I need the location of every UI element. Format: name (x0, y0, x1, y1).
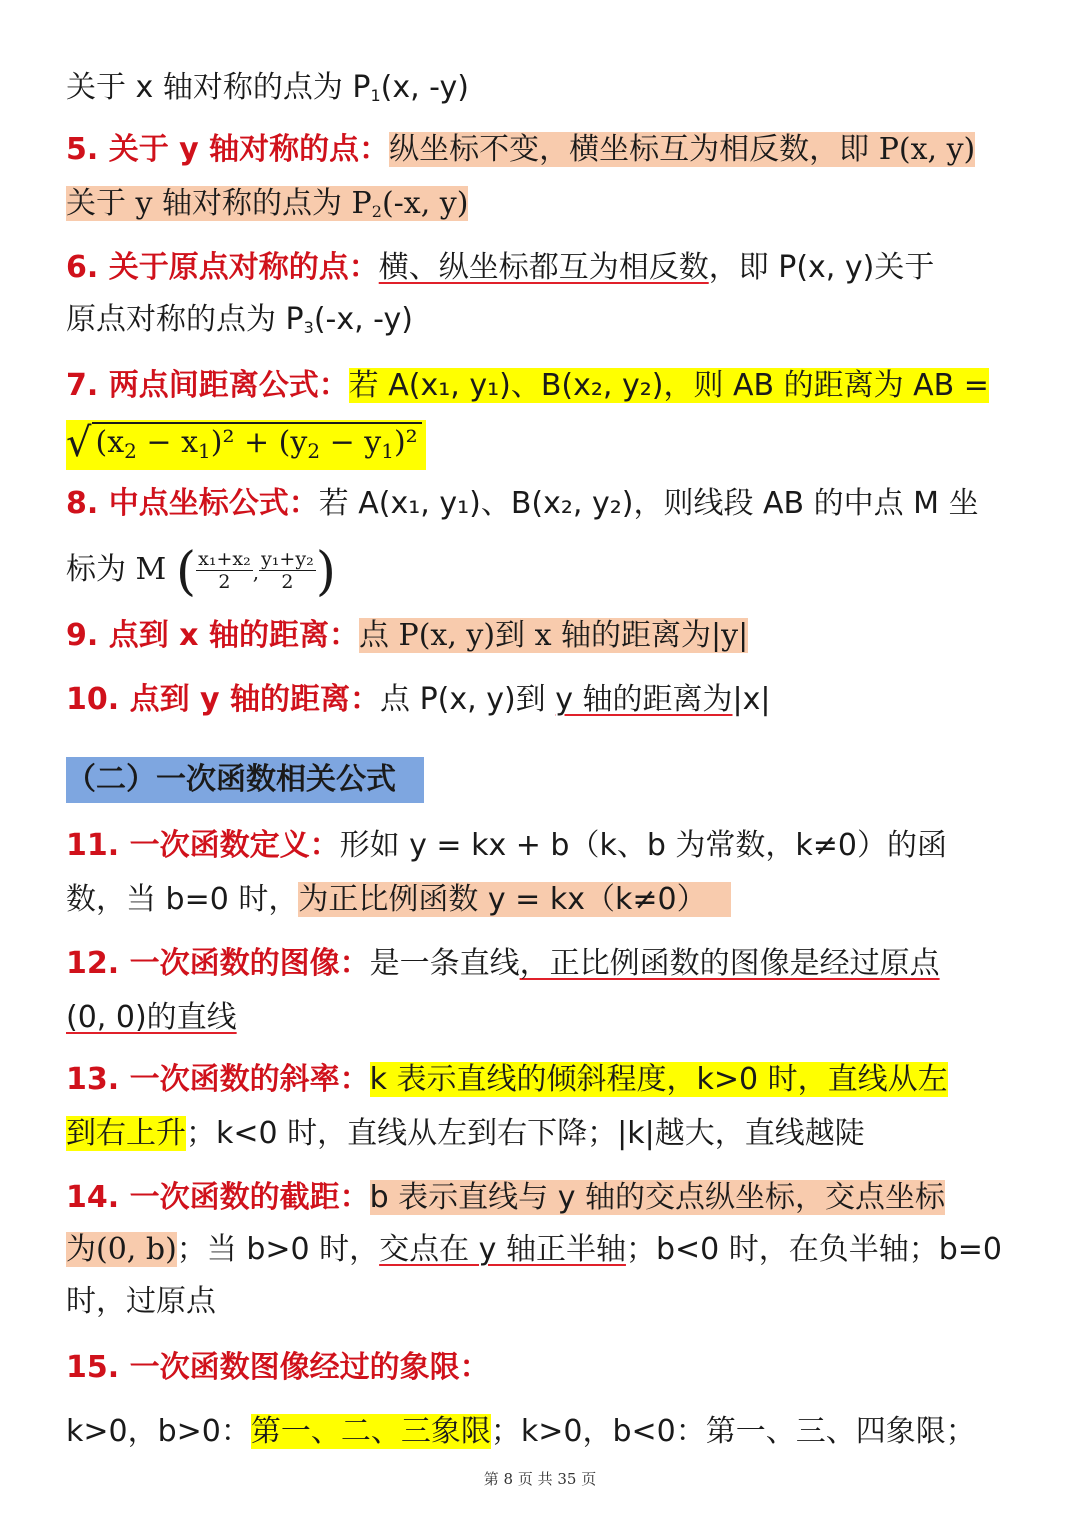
item-13-highlight-2: 到右上升 (66, 1116, 186, 1151)
item-9-line (66, 614, 748, 658)
text: ；当 b>0 时， (176, 1232, 380, 1267)
item-14-heading: 14. 一次函数的截距： (66, 1180, 370, 1215)
item-8-line-1 (66, 482, 979, 526)
text: 若 A(x₁, y₁)、B(x₂, y₂)，则线段 AB 的中点 M 坐 (318, 486, 979, 521)
fraction-y (259, 548, 316, 593)
subscript: 2 (371, 202, 382, 221)
item-8-heading: 8. 中点坐标公式： (66, 486, 319, 521)
section-title: （二）一次函数相关公式 (66, 762, 396, 797)
text: 数，当 b=0 时， (66, 882, 299, 917)
item-5-line-1 (66, 128, 975, 172)
right-paren: ) (315, 542, 336, 602)
item-15-line-2 (66, 1410, 976, 1454)
item-15-line-1 (66, 1346, 490, 1390)
item-11-highlight: 为正比例函数 y = kx（k≠0） (298, 882, 730, 917)
item-6-heading: 6. 关于原点对称的点： (66, 250, 379, 285)
item-7-line-1 (66, 364, 989, 408)
text: 原点对称的点为 P (66, 302, 304, 337)
item-12-underlined-2: (0, 0)的直线 (66, 1000, 237, 1035)
text: k>0，b>0： (66, 1414, 251, 1449)
sqrt-symbol: √ (66, 420, 92, 466)
item-15-heading: 15. 一次函数图像经过的象限： (66, 1350, 490, 1385)
item-14-highlight: b 表示直线与 y 轴的交点纵坐标，交点坐标 (369, 1180, 945, 1215)
item-13-highlight: k 表示直线的倾斜程度，k>0 时，直线从左 (369, 1062, 948, 1097)
item-14-line-3 (66, 1280, 216, 1324)
comma: , (252, 560, 260, 584)
subscript: 3 (303, 318, 314, 337)
item-9-highlight: 点 P(x, y)到 x 轴的距离为|y| (358, 618, 749, 653)
text: |x| (732, 682, 771, 717)
item-10-heading: 10. 点到 y 轴的距离： (66, 682, 381, 717)
text: 标为 M (66, 552, 167, 587)
item-5-heading: 5. 关于 y 轴对称的点： (66, 132, 390, 167)
subscript: 1 (370, 86, 381, 105)
item-12-line-2 (66, 996, 237, 1040)
item-11-line-1 (66, 824, 947, 868)
text: 关于 y 轴对称的点为 P (66, 186, 372, 221)
item-11-line-2 (66, 878, 731, 922)
section-heading (66, 757, 424, 803)
text: − y (320, 425, 382, 460)
item-14-underlined: 交点在 y 轴正半轴 (379, 1232, 626, 1267)
text: ；b<0 时，在负半轴；b=0 (625, 1232, 1003, 1267)
item-6-underlined: 横、纵坐标都互为相反数 (378, 250, 709, 285)
text: 形如 y = kx + b（k、b 为常数，k≠0）的函 (339, 828, 948, 863)
line-symmetric-x-result (66, 66, 469, 110)
subscript: 1 (381, 439, 394, 463)
item-13-line-2 (66, 1112, 865, 1156)
item-8-line-2 (66, 540, 336, 600)
item-12-underlined: ，正比例函数的图像是经过原点 (519, 946, 940, 981)
text: )² (393, 425, 418, 460)
denominator: 2 (281, 571, 294, 593)
text: 关于 x 轴对称的点为 P (66, 70, 371, 105)
item-7-heading: 7. 两点间距离公式： (66, 368, 349, 403)
text: )² + (y (210, 425, 308, 460)
text: 时，过原点 (66, 1284, 216, 1319)
item-14-line-1 (66, 1176, 945, 1220)
item-7-highlight: 若 A(x₁, y₁)、B(x₂, y₂)，则 AB 的距离为 AB = (348, 368, 989, 403)
text: (x (95, 425, 125, 460)
item-6-line-2 (66, 298, 413, 342)
item-5-highlight-2 (66, 186, 468, 221)
item-14-line-2 (66, 1228, 1002, 1272)
text: − x (136, 425, 198, 460)
text: ，即 P(x, y)关于 (708, 250, 935, 285)
item-6-line-1 (66, 246, 934, 290)
item-10-underlined: y 轴的距离为 (555, 682, 733, 717)
item-5-highlight: 纵坐标不变，横坐标互为相反数，即 P(x, y) (389, 132, 976, 167)
item-5-line-2 (66, 182, 468, 226)
item-13-line-1 (66, 1058, 948, 1102)
radicand (92, 422, 422, 470)
text: (-x, -y) (313, 302, 413, 337)
subscript: 2 (124, 439, 137, 463)
denominator: 2 (218, 571, 231, 593)
left-paren: ( (175, 542, 197, 602)
item-14-highlight-2: 为(0, b) (66, 1232, 177, 1267)
text: (x, -y) (380, 70, 469, 105)
item-9-heading: 9. 点到 x 轴的距离： (66, 618, 359, 653)
page-number-footer: 第 8 页 共 35 页 (483, 1470, 597, 1488)
subscript: 1 (198, 439, 211, 463)
item-11-heading: 11. 一次函数定义： (66, 828, 340, 863)
item-7-formula (66, 420, 426, 466)
numerator: y₁+y₂ (261, 548, 314, 570)
text: (-x, y) (381, 186, 469, 221)
text: 点 P(x, y)到 (380, 682, 556, 717)
item-12-line-1 (66, 942, 940, 986)
item-13-heading: 13. 一次函数的斜率： (66, 1062, 370, 1097)
text: ；k>0，b<0：第一、三、四象限； (490, 1414, 976, 1449)
item-10-line (66, 678, 770, 722)
subscript: 2 (307, 439, 321, 463)
item-15-highlight: 第一、二、三象限 (250, 1414, 491, 1449)
text: ；k<0 时，直线从左到右下降；|k|越大，直线越陡 (186, 1116, 865, 1151)
item-12-heading: 12. 一次函数的图像： (66, 946, 370, 981)
distance-formula (66, 420, 426, 470)
numerator: x₁+x₂ (198, 548, 251, 570)
text: 是一条直线 (369, 946, 520, 981)
fraction-x (196, 548, 253, 593)
